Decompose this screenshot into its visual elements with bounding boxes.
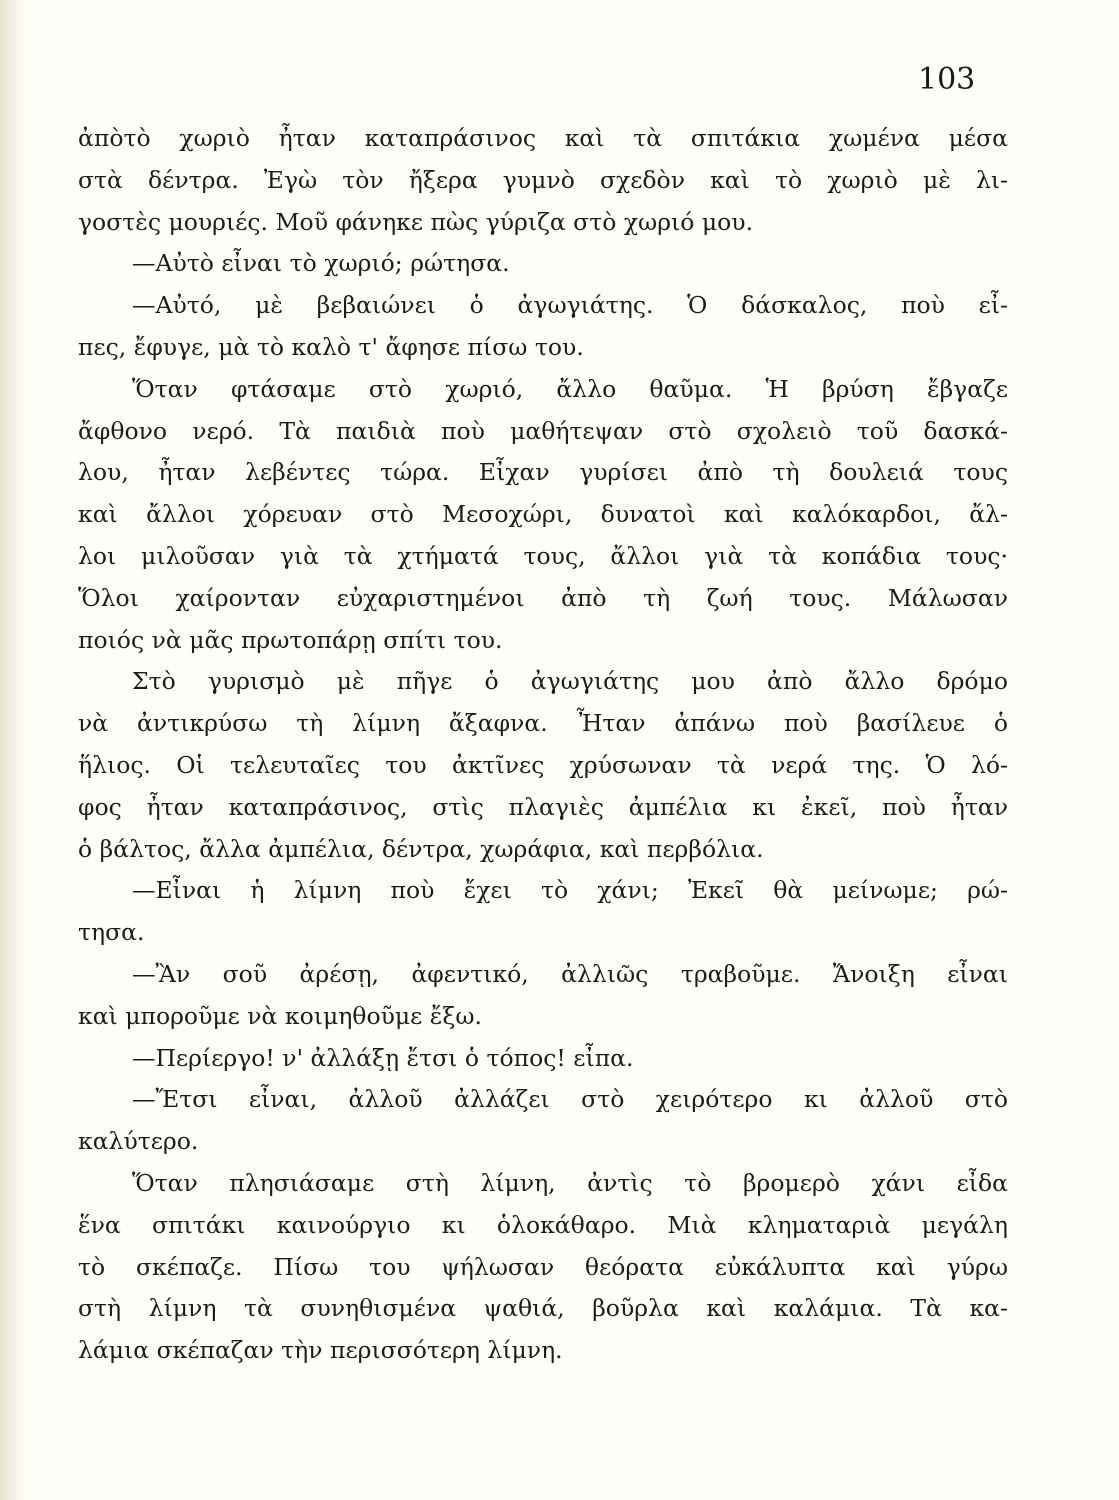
text-line: καλύτερο.	[78, 1127, 199, 1156]
text-line: στὰ δέντρα. Ἐγὼ τὸν ἤξερα γυμνὸ σχεδὸν καὶ τὸ χωριὸ μὲ λι-	[78, 165, 1008, 194]
text-line: Ὅλοι χαίρονταν εὐχαριστημένοι ἀπὸ τὴ ζωή τους. Μάλωσαν	[78, 583, 1008, 612]
text-line: Ὅταν πλησιάσαμε στὴ λίμνη, ἀντὶς τὸ βρομερὸ χάνι εἶδα	[132, 1168, 1008, 1197]
text-line: νὰ ἀντικρύσω τὴ λίμνη ἄξαφνα. Ἦταν ἀπάνω ποὺ βασίλευε ὁ	[78, 709, 1008, 738]
text-line: —Ἂν σοῦ ἀρέσῃ, ἀφεντικό, ἀλλιῶς τραβοῦμε. Ἄνοιξη εἶναι	[132, 959, 1008, 988]
text-line: ἄφθονο νερό. Τὰ παιδιὰ ποὺ μαθήτεψαν στὸ σχολειὸ τοῦ δασκά-	[78, 416, 1008, 445]
text-line: Στὸ γυρισμὸ μὲ πῆγε ὁ ἀγωγιάτης μου ἀπὸ ἄλλο δρόμο	[132, 667, 1008, 696]
text-line: —Αὐτὸ εἶναι τὸ χωριό; ρώτησα.	[132, 249, 510, 278]
page-gutter-shadow	[0, 0, 26, 1500]
text-line: τησα.	[78, 918, 145, 947]
text-line: γοστὲς μουριές. Μοῦ φάνηκε πὼς γύριζα στὸ χωριό μου.	[78, 207, 754, 236]
text-line: πες, ἔφυγε, μὰ τὸ καλὸ τ' ἄφησε πίσω του.	[78, 332, 584, 361]
text-line: —Αὐτό, μὲ βεβαιώνει ὁ ἀγωγιάτης. Ὁ δάσκαλος, ποὺ εἶ-	[132, 291, 1008, 320]
text-line: ὁ βάλτος, ἄλλα ἀμπέλια, δέντρα, χωράφια, καὶ περβόλια.	[78, 834, 764, 863]
text-line: —Εἶναι ἡ λίμνη ποὺ ἔχει τὸ χάνι; Ἐκεῖ θὰ μείνωμε; ρώ-	[132, 876, 1008, 905]
text-line: ποιός νὰ μᾶς πρωτοπάρῃ σπίτι του.	[78, 625, 503, 654]
text-line: λοι μιλοῦσαν γιὰ τὰ χτήματά τους, ἄλλοι γιὰ τὰ κοπάδια τους·	[78, 541, 1008, 570]
text-line: ἥλιος. Οἱ τελευταῖες του ἀκτῖνες χρύσωναν τὰ νερά της. Ὁ λό-	[78, 750, 1008, 779]
text-line: φος ἦταν καταπράσινος, στὶς πλαγιὲς ἀμπέλια κι ἐκεῖ, ποὺ ἦταν	[78, 792, 1008, 821]
text-line: ἕνα σπιτάκι καινούργιο κι ὁλοκάθαρο. Μιὰ κληματαριὰ μεγάλη	[78, 1210, 1008, 1239]
text-line: καὶ ἄλλοι χόρευαν στὸ Μεσοχώρι, δυνατοὶ καὶ καλόκαρδοι, ἄλ-	[78, 500, 1008, 529]
text-line: καὶ μποροῦμε νὰ κοιμηθοῦμε ἔξω.	[78, 1001, 482, 1030]
page-number: 103	[918, 62, 976, 97]
text-line: τὸ σκέπαζε. Πίσω του ψήλωσαν θεόρατα εὐκάλυπτα καὶ γύρω	[78, 1252, 1008, 1281]
text-line: λου, ἦταν λεβέντες τώρα. Εἶχαν γυρίσει ἀπὸ τὴ δουλειά τους	[78, 458, 1008, 487]
text-line: ἀπὸτὸ χωριὸ ἦταν καταπράσινος καὶ τὰ σπιτάκια χωμένα μέσα	[78, 124, 1008, 152]
text-line: στὴ λίμνη τὰ συνηθισμένα ψαθιά, βοῦρλα καὶ καλάμια. Τὰ κα-	[78, 1294, 1008, 1323]
text-line: λάμια σκέπαζαν τὴν περισσότερη λίμνη.	[78, 1336, 563, 1365]
text-line: Ὅταν φτάσαμε στὸ χωριό, ἄλλο θαῦμα. Ἡ βρύση ἔβγαζε	[132, 374, 1008, 403]
text-line: —Περίεργο! ν' ἀλλάξῃ ἔτσι ὁ τόπος! εἶπα.	[132, 1043, 634, 1072]
body-text	[78, 118, 1008, 1372]
text-line: —Ἔτσι εἶναι, ἀλλοῦ ἀλλάζει στὸ χειρότερο κι ἀλλοῦ στὸ	[132, 1085, 1008, 1114]
